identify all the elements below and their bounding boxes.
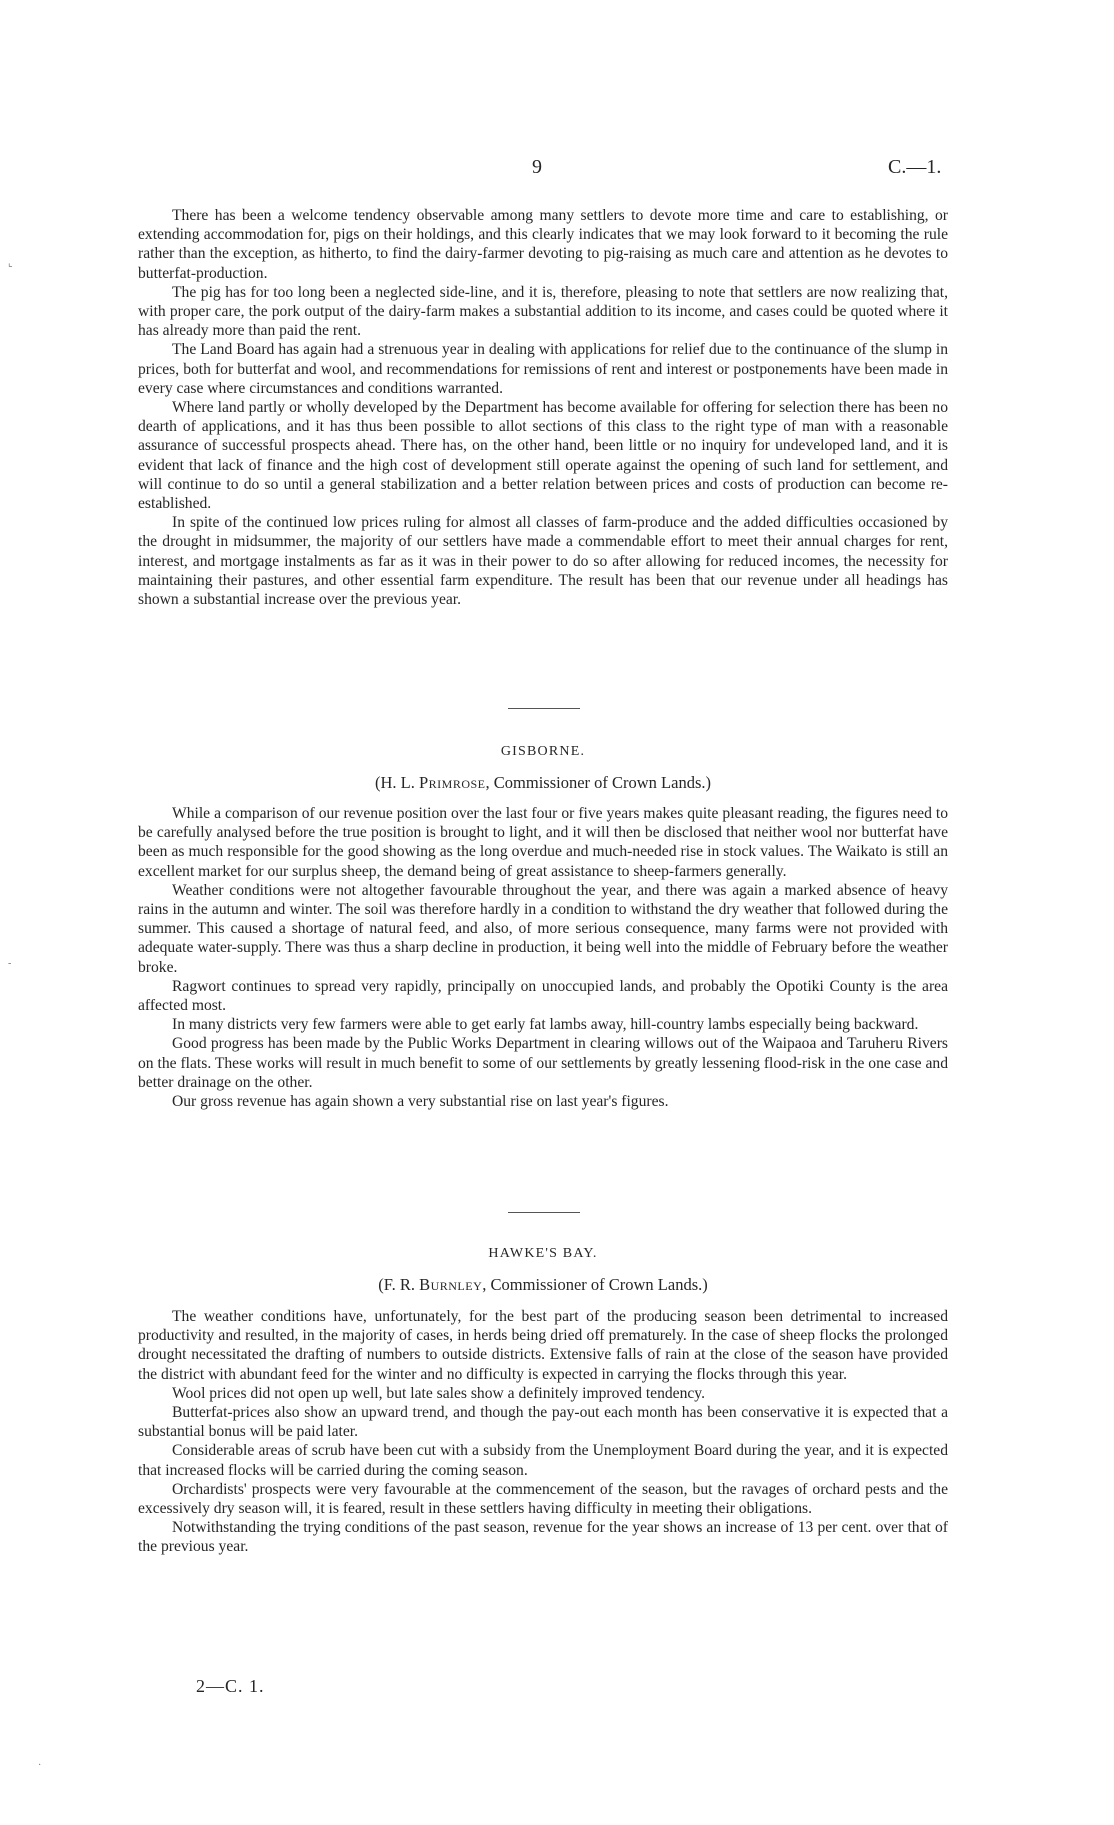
paragraph: Butterfat-prices also show an upward trend, and though the pay-out each month has been conservative it is expected that a substantial bonus will be paid later.	[138, 1404, 948, 1441]
paragraph: Where land partly or wholly developed by the Department has become available for offering for selection there has been no dearth of applications, and it has thus been possible to allot sections of this class to the right type of man with a reasonable assurance of successful prospects ahead. There has, on the other hand, been little or no inquiry for undeveloped land, and it is evident that lack of finance and the high cost of development still operate against the opening of such land for settlement, and will continue to do so until a general stabilization and a better relation between prices and costs of production can become re-established.	[138, 399, 948, 513]
signature-mark: 2—C. 1.	[196, 1676, 265, 1696]
paragraph: Orchardists' prospects were very favourable at the commencement of the season, but the ravages of orchard pests and the excessively dry season will, it is feared, result in these settlers having difficulty in meeting their obligations.	[138, 1480, 948, 1518]
paragraph: The Land Board has again had a strenuous year in dealing with applications for relief due to the continuance of the slump in prices, both for butterfat and wool, and recommendations for remissions of rent and interest or postponements have been made in every case where circumstances and conditions warranted.	[138, 341, 948, 397]
paragraph: Our gross revenue has again shown a very substantial rise on last year's figures.	[172, 1093, 669, 1111]
paragraph: Notwithstanding the trying conditions of the past season, revenue for the year shows an increase of 13 per cent. over that of the previous year.	[138, 1519, 948, 1556]
commissioner-prefix: (F. R.	[378, 1275, 420, 1294]
margin-mark: -	[8, 958, 12, 969]
section-divider	[508, 1212, 580, 1213]
commissioner-name: Primrose	[418, 773, 486, 792]
gisborne-section	[138, 804, 948, 1111]
paragraph: In spite of the continued low prices ruling for almost all classes of farm-produce and the added difficulties occasioned by the drought in midsummer, the majority of our settlers have made a commendable effort to meet their annual charges for rent, interest, and mortgage instalments as far as it was in their power to do so after allowing for reduced incomes, the necessity for maintaining their pastures, and other essential farm expenditure. The result has been that our revenue under all headings has shown a substantial increase over the previous year.	[138, 514, 948, 609]
gisborne-commissioner-line	[138, 773, 948, 793]
paragraph: Wool prices did not open up well, but late sales show a definitely improved tendency.	[172, 1384, 705, 1402]
document-reference: C.—1.	[888, 156, 942, 178]
page-number: 9	[532, 156, 542, 178]
paragraph: There has been a welcome tendency observable among many settlers to devote more time and care to establishing, or extending accommodation for, pigs on their holdings, and this clearly indicates that we may look forward to it becoming the rule rather than the exception, as hitherto, to find the dairy-farmer devoting to pig-raising as much care and attention as he devotes to butterfat-production.	[138, 207, 948, 282]
paragraph: Ragwort continues to spread very rapidly, principally on unoccupied lands, and probably the Opotiki County is the area affected most.	[138, 977, 948, 1015]
margin-mark: ⌞	[8, 258, 13, 269]
commissioner-title: , Commissioner of Crown Lands.)	[482, 1275, 708, 1294]
margin-mark: ·	[38, 1760, 42, 1771]
paragraph: Good progress has been made by the Public Works Department in clearing willows out of the Waipaoa and Taruheru Rivers on the flats. These works will result in much benefit to some of our settlements by greatly lessening flood-risk in the one case and better drainage on the other.	[138, 1035, 948, 1091]
section-divider	[508, 708, 580, 709]
commissioner-title: , Commissioner of Crown Lands.)	[485, 773, 711, 792]
paragraph: The pig has for too long been a neglected side-line, and it is, therefore, pleasing to note that settlers are now realizing that, with proper care, the pork output of the dairy-farm makes a substantial addition to its income, and cases could be quoted where it has already more than paid the rent.	[138, 283, 948, 340]
paragraph: While a comparison of our revenue position over the last four or five years makes quite pleasant reading, the figures need to be carefully analysed before the true position is brought to light, and it will then be disclosed that neither wool nor butterfat have been as much responsible for the good showing as the long overdue and much-needed rise in stock values. The Waikato is still an excellent market for our surplus sheep, the demand being of great assistance to sheep-farmers generally.	[138, 805, 948, 880]
gisborne-heading: GISBORNE.	[500, 744, 586, 759]
hawkes-bay-section	[138, 1307, 948, 1557]
hawkes-bay-heading: HAWKE'S BAY.	[488, 1246, 598, 1261]
paragraph: Weather conditions were not altogether favourable throughout the year, and there was again a marked absence of heavy rains in the autumn and winter. The soil was therefore hardly in a condition to withstand the dry weather that followed during the summer. This caused a shortage of natural feed, and also, of more serious consequence, many farms were not provided with adequate water-supply. There was thus a sharp decline in production, it being well into the middle of February before the weather broke.	[138, 881, 948, 976]
commissioner-prefix: (H. L.	[374, 773, 419, 792]
hawkes-bay-commissioner-line	[138, 1275, 948, 1295]
paragraph: The weather conditions have, unfortunately, for the best part of the producing season been detrimental to increased productivity and resulted, in the majority of cases, in herds being dried off prematurely. In the case of sheep flocks the prolonged drought necessitated the drafting of numbers to outside districts. Extensive falls of rain at the close of the season have provided the district with abundant feed for the winter and no difficulty is expected in carrying the flocks through this year.	[138, 1308, 948, 1383]
paragraph: In many districts very few farmers were able to get early fat lambs away, hill-country lambs especially being backward.	[172, 1016, 919, 1034]
paragraph: Considerable areas of scrub have been cut with a subsidy from the Unemployment Board during the year, and it is expected that increased flocks will be carried during the coming season.	[138, 1442, 948, 1479]
intro-section	[138, 206, 948, 609]
commissioner-name: Burnley	[419, 1275, 483, 1294]
